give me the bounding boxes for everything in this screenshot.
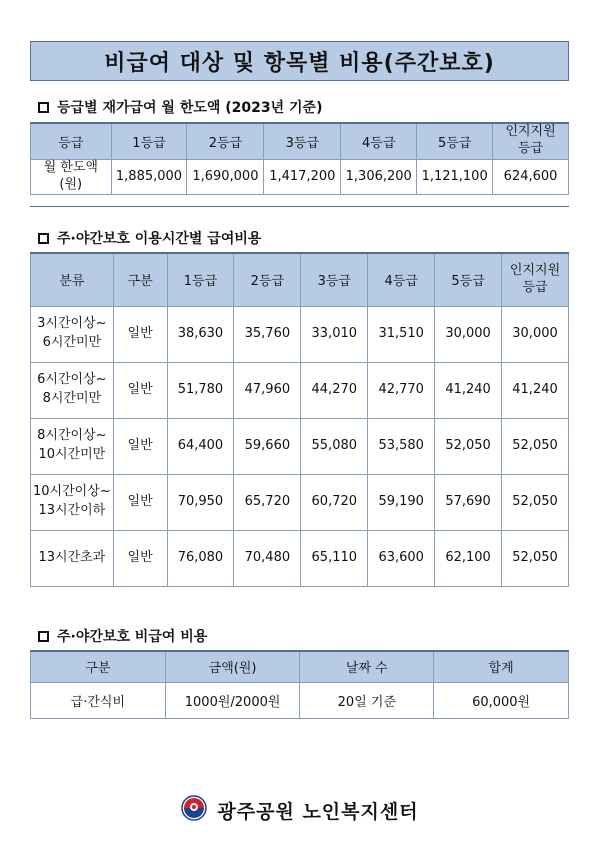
footer (0, 795, 600, 825)
table-cell: 60,000원 (434, 682, 569, 718)
header-cell: 1등급 (111, 123, 187, 159)
monthly-limit-table (30, 122, 569, 195)
table-cell: 65,720 (234, 474, 301, 530)
table-cell: 41,240 (502, 362, 569, 418)
table-cell: 63,600 (368, 530, 435, 586)
table-cell: 1,417,200 (264, 159, 341, 194)
header-cell: 구분 (31, 651, 166, 682)
section-divider (30, 206, 569, 207)
section-heading-service-cost (38, 228, 261, 248)
table-row (31, 474, 569, 530)
table-header-row (31, 651, 569, 682)
header-cell: 2등급 (234, 253, 301, 306)
row-type: 일반 (113, 418, 167, 474)
table-cell: 42,770 (368, 362, 435, 418)
table-cell: 624,600 (493, 159, 569, 194)
header-cell: 구분 (113, 253, 167, 306)
section-heading-monthly-limit (38, 97, 322, 117)
table-cell: 52,050 (435, 418, 502, 474)
square-bullet-icon (38, 102, 49, 113)
table-cell: 20일 기준 (300, 682, 434, 718)
header-cell: 4등급 (368, 253, 435, 306)
section-heading-text: 등급별 재가급여 월 한도액 (2023년 기준) (57, 100, 323, 116)
table-cell: 1,885,000 (111, 159, 187, 194)
header-cell: 5등급 (417, 123, 493, 159)
table-cell: 51,780 (167, 362, 234, 418)
row-type: 일반 (113, 530, 167, 586)
table-row (31, 530, 569, 586)
center-emblem-icon (181, 795, 207, 825)
section-heading-non-covered (38, 626, 207, 646)
table-row (31, 418, 569, 474)
table-cell: 52,050 (502, 418, 569, 474)
non-covered-cost-table (30, 650, 569, 719)
header-cell: 4등급 (341, 123, 417, 159)
table-header-row (31, 123, 569, 159)
table-cell: 41,240 (435, 362, 502, 418)
table-cell: 1,121,100 (417, 159, 493, 194)
table-row (31, 159, 569, 194)
table-cell: 64,400 (167, 418, 234, 474)
table-cell: 60,720 (301, 474, 368, 530)
square-bullet-icon (38, 631, 49, 642)
table-cell: 76,080 (167, 530, 234, 586)
table-row (31, 682, 569, 718)
table-row (31, 362, 569, 418)
table-cell: 급·간식비 (31, 682, 166, 718)
header-cell: 1등급 (167, 253, 234, 306)
table-cell: 47,960 (234, 362, 301, 418)
header-cell: 등급 (31, 123, 112, 159)
row-category: 6시간이상~ 8시간미만 (31, 362, 114, 418)
header-cell: 인지지원 등급 (493, 123, 569, 159)
table-cell: 44,270 (301, 362, 368, 418)
header-cell: 3등급 (264, 123, 341, 159)
row-type: 일반 (113, 474, 167, 530)
table-cell: 70,480 (234, 530, 301, 586)
table-cell: 1,690,000 (187, 159, 264, 194)
row-type: 일반 (113, 306, 167, 362)
square-bullet-icon (38, 233, 49, 244)
page-title: 비급여 대상 및 항목별 비용(주간보호) (30, 41, 569, 81)
table-cell: 65,110 (301, 530, 368, 586)
table-cell: 30,000 (502, 306, 569, 362)
table-cell: 53,580 (368, 418, 435, 474)
table-cell: 1,306,200 (341, 159, 417, 194)
row-label: 월 한도액 (원) (31, 159, 112, 194)
table-cell: 59,660 (234, 418, 301, 474)
table-cell: 30,000 (435, 306, 502, 362)
section-heading-text: 주·야간보호 이용시간별 급여비용 (57, 231, 262, 247)
row-category: 8시간이상~ 10시간미만 (31, 418, 114, 474)
table-cell: 62,100 (435, 530, 502, 586)
table-cell: 1000원/2000원 (165, 682, 300, 718)
table-cell: 33,010 (301, 306, 368, 362)
header-cell: 합계 (434, 651, 569, 682)
table-row (31, 306, 569, 362)
row-type: 일반 (113, 362, 167, 418)
table-cell: 52,050 (502, 474, 569, 530)
header-cell: 5등급 (435, 253, 502, 306)
section-heading-text: 주·야간보호 비급여 비용 (57, 629, 208, 645)
header-cell: 인지지원 등급 (502, 253, 569, 306)
table-cell: 70,950 (167, 474, 234, 530)
table-cell: 55,080 (301, 418, 368, 474)
header-cell: 날짜 수 (300, 651, 434, 682)
table-header-row (31, 253, 569, 306)
table-cell: 35,760 (234, 306, 301, 362)
table-cell: 59,190 (368, 474, 435, 530)
table-cell: 52,050 (502, 530, 569, 586)
organization-name: 광주공원 노인복지센터 (217, 800, 419, 823)
row-category: 13시간초과 (31, 530, 114, 586)
table-cell: 31,510 (368, 306, 435, 362)
header-cell: 3등급 (301, 253, 368, 306)
header-cell: 2등급 (187, 123, 264, 159)
row-category: 3시간이상~ 6시간미만 (31, 306, 114, 362)
header-cell: 분류 (31, 253, 114, 306)
service-cost-table (30, 252, 569, 587)
table-cell: 38,630 (167, 306, 234, 362)
header-cell: 금액(원) (165, 651, 300, 682)
row-category: 10시간이상~ 13시간이하 (31, 474, 114, 530)
table-cell: 57,690 (435, 474, 502, 530)
